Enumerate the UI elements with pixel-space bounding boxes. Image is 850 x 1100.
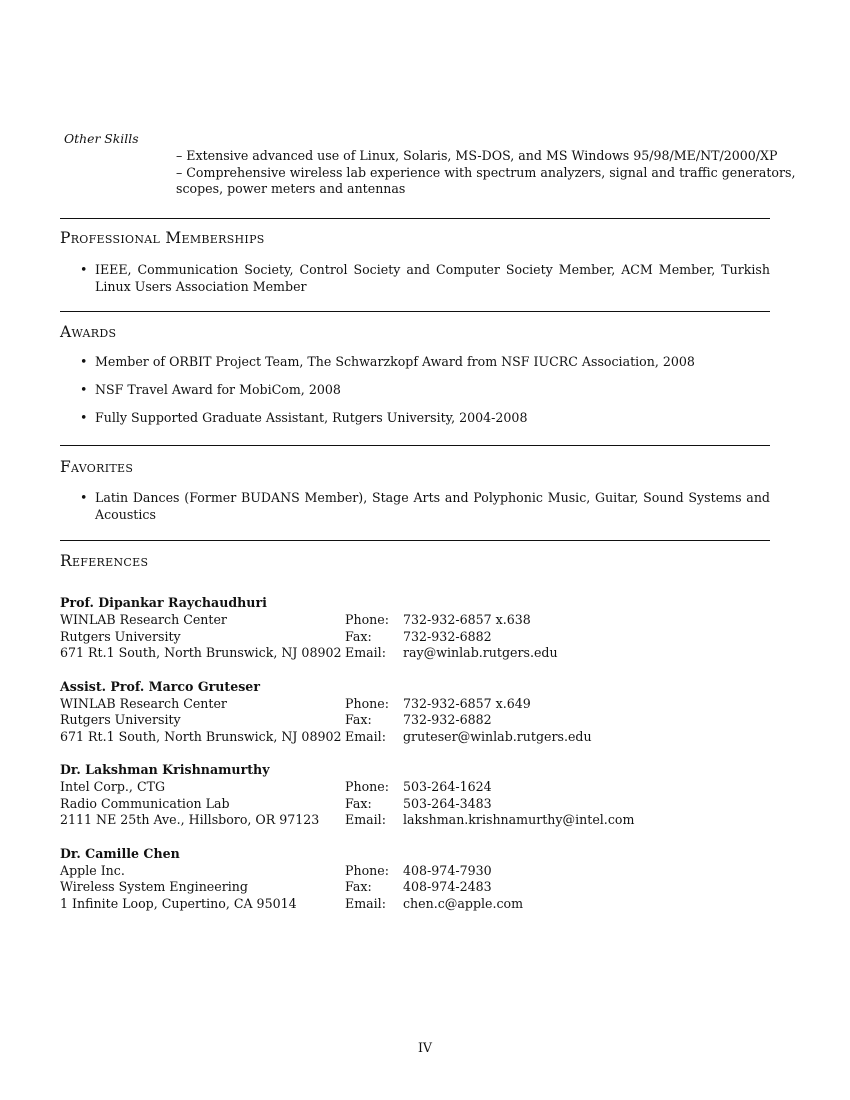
contact-value: 732-932-6857 x.638 [403, 612, 531, 627]
contact-email: ray@winlab.rutgers.edu [403, 645, 558, 660]
bullet-icon: • [80, 382, 88, 397]
reference-name: Dr. Lakshman Krishnamurthy [60, 762, 270, 777]
section-divider [60, 311, 770, 312]
reference-affiliation: WINLAB Research Center [60, 612, 227, 627]
contact-value: 732-932-6857 x.649 [403, 695, 531, 711]
reference-entry [60, 762, 770, 829]
reference-row [60, 779, 770, 796]
bullet-icon: • [80, 490, 88, 505]
reference-row [60, 863, 770, 880]
contact-label: Fax: [345, 879, 372, 894]
other-skills-line: – Extensive advanced use of Linux, Solaris, MS-DOS, and MS Windows 95/98/ME/NT/2000/XP [176, 148, 778, 163]
contact-label: Phone: [345, 695, 389, 711]
list-item [60, 410, 770, 427]
section-title-references: References [60, 552, 149, 570]
page-number: IV [417, 1040, 433, 1055]
contact-label: Phone: [345, 862, 389, 878]
reference-affiliation: Apple Inc. [60, 862, 125, 878]
bullet-icon: • [80, 410, 88, 425]
contact-email: gruteser@winlab.rutgers.edu [403, 728, 592, 744]
other-skills-line: – Comprehensive wireless lab experience with spectrum analyzers, signal and traffic generators, [176, 164, 796, 180]
favorites-list [60, 490, 770, 523]
reference-row [60, 729, 770, 746]
list-item [60, 382, 770, 399]
contact-label: Email: [345, 645, 386, 660]
reference-entry [60, 595, 770, 662]
section-divider [60, 540, 770, 541]
reference-address: 671 Rt.1 South, North Brunswick, NJ 08902 [60, 728, 342, 744]
reference-address: 671 Rt.1 South, North Brunswick, NJ 08902 [60, 645, 342, 660]
section-divider [60, 445, 770, 446]
contact-value: 732-932-6882 [403, 712, 492, 727]
reference-address: 2111 NE 25th Ave., Hillsboro, OR 97123 [60, 812, 320, 827]
contact-value: 732-932-6882 [403, 628, 492, 644]
contact-email: lakshman.krishnamurthy@intel.com [403, 812, 635, 827]
contact-value: 503-264-3483 [403, 795, 492, 811]
section-title-favorites: Favorites [60, 458, 134, 476]
contact-label: Email: [345, 728, 386, 744]
reference-affiliation: WINLAB Research Center [60, 695, 227, 711]
reference-entry [60, 679, 770, 746]
reference-affiliation: Intel Corp., CTG [60, 779, 166, 794]
reference-row [60, 896, 770, 913]
bullet-icon: • [80, 262, 88, 277]
other-skills-list [176, 148, 796, 198]
reference-name: Dr. Camille Chen [60, 845, 180, 861]
contact-label: Email: [345, 812, 386, 827]
list-item [60, 490, 770, 523]
reference-row [60, 812, 770, 829]
list-item [60, 354, 770, 371]
reference-row [60, 696, 770, 713]
reference-row [60, 879, 770, 896]
contact-label: Fax: [345, 795, 372, 811]
references-list [60, 595, 770, 929]
reference-affiliation: Rutgers University [60, 628, 181, 644]
memberships-list [60, 262, 770, 295]
contact-label: Phone: [345, 612, 389, 627]
membership-text: IEEE, Communication Society, Control Society and Computer Society Member, ACM Member, Turkish Linux Users Association Member [95, 262, 770, 294]
award-text: Fully Supported Graduate Assistant, Rutgers University, 2004-2008 [95, 410, 528, 425]
section-title-memberships: Professional Memberships [60, 229, 265, 247]
reference-affiliation: Wireless System Engineering [60, 879, 248, 894]
contact-label: Fax: [345, 628, 372, 644]
bullet-icon: • [80, 354, 88, 369]
contact-label: Phone: [345, 779, 389, 794]
list-item [60, 262, 770, 295]
awards-list [60, 354, 770, 427]
other-skills-label: Other Skills [64, 131, 139, 146]
reference-row [60, 712, 770, 729]
section-title-awards: Awards [60, 323, 117, 341]
reference-row [60, 645, 770, 662]
favorites-text: Latin Dances (Former BUDANS Member), Stage Arts and Polyphonic Music, Guitar, Sound Systems and Acoustics [95, 490, 770, 522]
contact-label: Email: [345, 895, 386, 911]
reference-address: 1 Infinite Loop, Cupertino, CA 95014 [60, 895, 297, 911]
other-skills-line: scopes, power meters and antennas [176, 181, 406, 196]
reference-name: Prof. Dipankar Raychaudhuri [60, 595, 267, 610]
contact-label: Fax: [345, 712, 372, 727]
contact-value: 408-974-2483 [403, 879, 492, 894]
award-text: Member of ORBIT Project Team, The Schwarzkopf Award from NSF IUCRC Association, 2008 [95, 354, 695, 369]
reference-entry [60, 846, 770, 913]
contact-value: 503-264-1624 [403, 779, 492, 794]
reference-row [60, 629, 770, 646]
reference-affiliation: Rutgers University [60, 712, 181, 727]
reference-affiliation: Radio Communication Lab [60, 795, 230, 811]
reference-row [60, 796, 770, 813]
award-text: NSF Travel Award for MobiCom, 2008 [95, 382, 341, 397]
section-divider [60, 218, 770, 219]
contact-email: chen.c@apple.com [403, 895, 524, 911]
reference-row [60, 612, 770, 629]
reference-name: Assist. Prof. Marco Gruteser [60, 678, 260, 694]
contact-value: 408-974-7930 [403, 862, 492, 878]
